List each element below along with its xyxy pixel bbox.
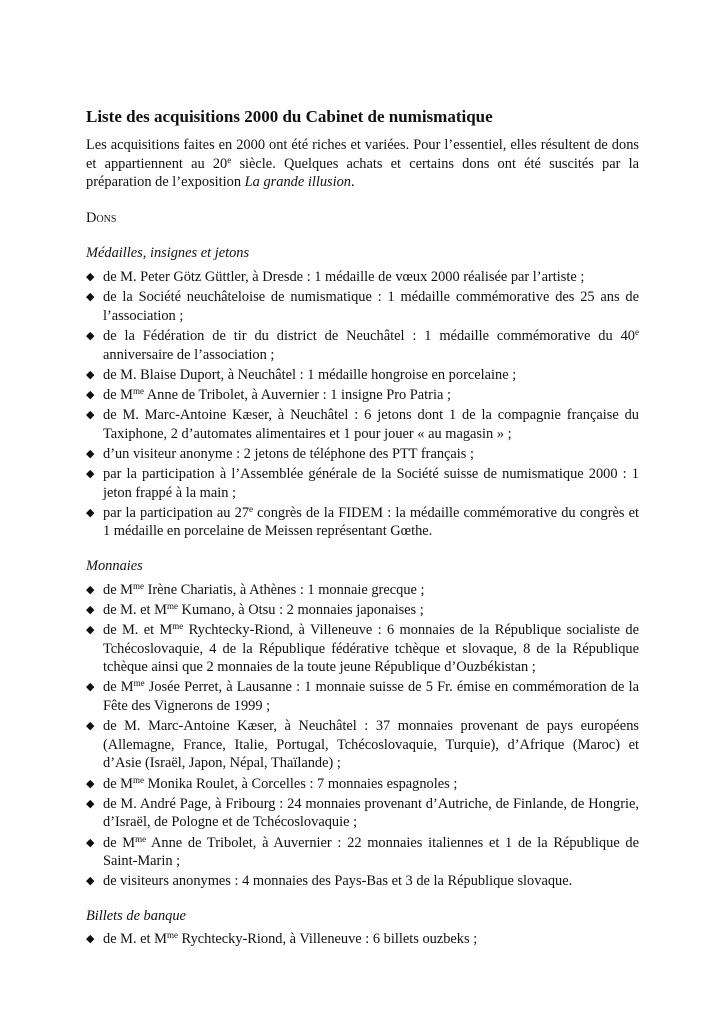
list-item-text-continued: Kumano, à Otsu : 2 monnaies japonaises ;	[177, 601, 424, 618]
list-item-superscript: me	[132, 580, 144, 591]
list-item	[86, 366, 639, 385]
list-item-superscript: e	[635, 326, 639, 337]
diamond-bullet-icon: ◆	[86, 409, 95, 422]
list-item-text: de M	[103, 581, 133, 598]
list-item	[86, 327, 639, 364]
list-billets	[86, 930, 639, 949]
section-title-medailles: Médailles, insignes et jetons	[86, 245, 250, 262]
intro-text-1: Les acquisitions faites en 2000 ont été riches et variées. Pour l’essentiel, elles résultent de dons et appartiennent au 20	[86, 137, 639, 172]
page-title: Liste des acquisitions 2000 du Cabinet de numismatique	[86, 107, 493, 126]
list-item-text: de M. André Page, à Fribourg : 24 monnaies provenant d’Autriche, de Finlande, de Hongrie, d’Israël, de Pologne et de Tchécoslovaquie ;	[103, 795, 639, 831]
diamond-bullet-icon: ◆	[86, 329, 95, 342]
document-page	[86, 106, 639, 965]
diamond-bullet-icon: ◆	[86, 875, 95, 888]
list-item	[86, 406, 639, 443]
diamond-bullet-icon: ◆	[86, 291, 95, 304]
intro-superscript: e	[227, 154, 232, 165]
list-item-superscript: me	[132, 385, 144, 396]
diamond-bullet-icon: ◆	[86, 270, 95, 283]
diamond-bullet-icon: ◆	[86, 624, 95, 636]
list-item	[86, 930, 639, 949]
diamond-bullet-icon: ◆	[86, 836, 95, 849]
list-item-text: de la Fédération de tir du district de Neuchâtel : 1 médaille commémorative du 40	[103, 327, 635, 344]
diamond-bullet-icon: ◆	[86, 777, 95, 790]
list-item	[86, 621, 639, 677]
diamond-bullet-icon: ◆	[86, 681, 95, 694]
list-item	[86, 717, 639, 773]
diamond-bullet-icon: ◆	[86, 603, 95, 616]
list-item-text: par la participation à l’Assemblée générale de la Société suisse de numismatique 2000 : 1 jeton frappé à la main ;	[103, 466, 639, 501]
list-item	[86, 601, 639, 620]
list-item	[86, 268, 639, 287]
list-item-text-continued: Anne de Tribolet, à Auvernier : 1 insigne Pro Patria ;	[143, 386, 451, 403]
list-item-text: de M	[103, 834, 136, 851]
diamond-bullet-icon: ◆	[86, 368, 95, 381]
list-item-text: de M. et M	[103, 601, 167, 618]
list-item	[86, 581, 639, 600]
list-item-superscript: me	[132, 774, 144, 785]
intro-text-3: .	[351, 174, 355, 191]
list-item	[86, 288, 639, 325]
section-title-monnaies: Monnaies	[86, 558, 143, 575]
list-item-text: d’un visiteur anonyme : 2 jetons de téléphone des PTT français ;	[103, 445, 475, 462]
diamond-bullet-icon: ◆	[86, 468, 95, 481]
list-item	[86, 678, 639, 715]
list-item	[86, 872, 639, 891]
list-item-text: de visiteurs anonymes : 4 monnaies des Pays-Bas et 3 de la République slovaque.	[103, 873, 573, 890]
intro-text-2: siècle. Quelques achats et certains dons ont été suscités par la préparation de l’exposition	[86, 155, 640, 191]
list-item-text-continued: Rychtecky-Riond, à Villeneuve : 6 billets ouzbeks ;	[177, 931, 478, 948]
list-item-text: de M	[103, 775, 133, 792]
list-item-text-continued: Irène Chariatis, à Athènes : 1 monnaie grecque ;	[143, 581, 425, 598]
list-item	[86, 445, 639, 464]
list-item-text: de M. Marc-Antoine Kæser, à Neuchâtel : 6 jetons dont 1 de la compagnie française du Taxiphone, 2 d’automates alimentaires et 1 pour jouer « au magasin » ;	[103, 407, 639, 442]
list-item-text: de M. et M	[103, 622, 173, 638]
list-item-text: de M	[103, 679, 134, 696]
list-item-text: par la participation au 27	[103, 504, 250, 521]
list-item-text: de M. Blaise Duport, à Neuchâtel : 1 médaille hongroise en porcelaine ;	[103, 366, 517, 383]
list-item-text-continued: congrès de la FIDEM : la médaille commémorative du congrès et 1 médaille en porcelaine de Meissen représentant Gœthe.	[103, 504, 639, 540]
list-item-text-continued: Rychtecky-Riond, à Villeneuve : 6 monnaies de la République socialiste de Tchécoslovaquie, 4 de la République fédérative tchèque et slovaque, 8 de la République tchèque ainsi que 2 monnaies de la toute jeune République d’Ouzbékistan ;	[103, 622, 639, 676]
list-item-text: de M. et M	[103, 931, 167, 948]
diamond-bullet-icon: ◆	[86, 933, 95, 946]
diamond-bullet-icon: ◆	[86, 447, 95, 460]
list-item	[86, 465, 639, 502]
diamond-bullet-icon: ◆	[86, 583, 95, 596]
list-item-superscript: me	[172, 621, 184, 631]
exhibition-title: La grande illusion	[244, 174, 351, 191]
list-item-superscript: e	[249, 503, 254, 514]
list-item	[86, 795, 639, 832]
diamond-bullet-icon: ◆	[86, 797, 95, 810]
list-item	[86, 775, 639, 794]
list-item-text-continued: Anne de Tribolet, à Auvernier : 22 monnaies italiennes et 1 de la République de Saint-Marin ;	[103, 834, 639, 870]
list-item-superscript: me	[166, 600, 178, 611]
list-medailles	[86, 268, 639, 541]
list-item-text-continued: Josée Perret, à Lausanne : 1 monnaie suisse de 5 Fr. émise en commémoration de la Fête des Vignerons de 1999 ;	[103, 679, 639, 714]
list-item-text-continued: anniversaire de l’association ;	[103, 346, 275, 363]
list-item-text-continued: Monika Roulet, à Corcelles : 7 monnaies espagnoles ;	[143, 775, 458, 792]
diamond-bullet-icon: ◆	[86, 506, 95, 519]
list-item-superscript: me	[135, 833, 147, 844]
diamond-bullet-icon: ◆	[86, 720, 95, 733]
list-item-superscript: me	[166, 930, 178, 941]
intro-paragraph	[86, 136, 639, 192]
list-item-text: de M. Marc-Antoine Kæser, à Neuchâtel : 37 monnaies provenant de pays européens (Allemagne, France, Italie, Portugal, Tchécoslovaquie, Turquie), d’Afrique (Maroc) et d’Asie (Israël, Japon, Népal, Thaïlande) ;	[103, 718, 639, 772]
list-item-text: de M	[103, 386, 133, 403]
dons-heading: Dons	[86, 209, 117, 226]
section-title-billets: Billets de banque	[86, 907, 186, 924]
list-item	[86, 834, 639, 871]
list-item-text: de la Société neuchâteloise de numismatique : 1 médaille commémorative des 25 ans de l’association ;	[103, 289, 639, 324]
diamond-bullet-icon: ◆	[86, 388, 95, 401]
list-item-superscript: me	[133, 678, 145, 689]
list-monnaies	[86, 581, 639, 891]
list-item-text: de M. Peter Götz Güttler, à Dresde : 1 médaille de vœux 2000 réalisée par l’artiste ;	[103, 268, 585, 285]
list-item	[86, 386, 639, 405]
list-item	[86, 504, 639, 541]
